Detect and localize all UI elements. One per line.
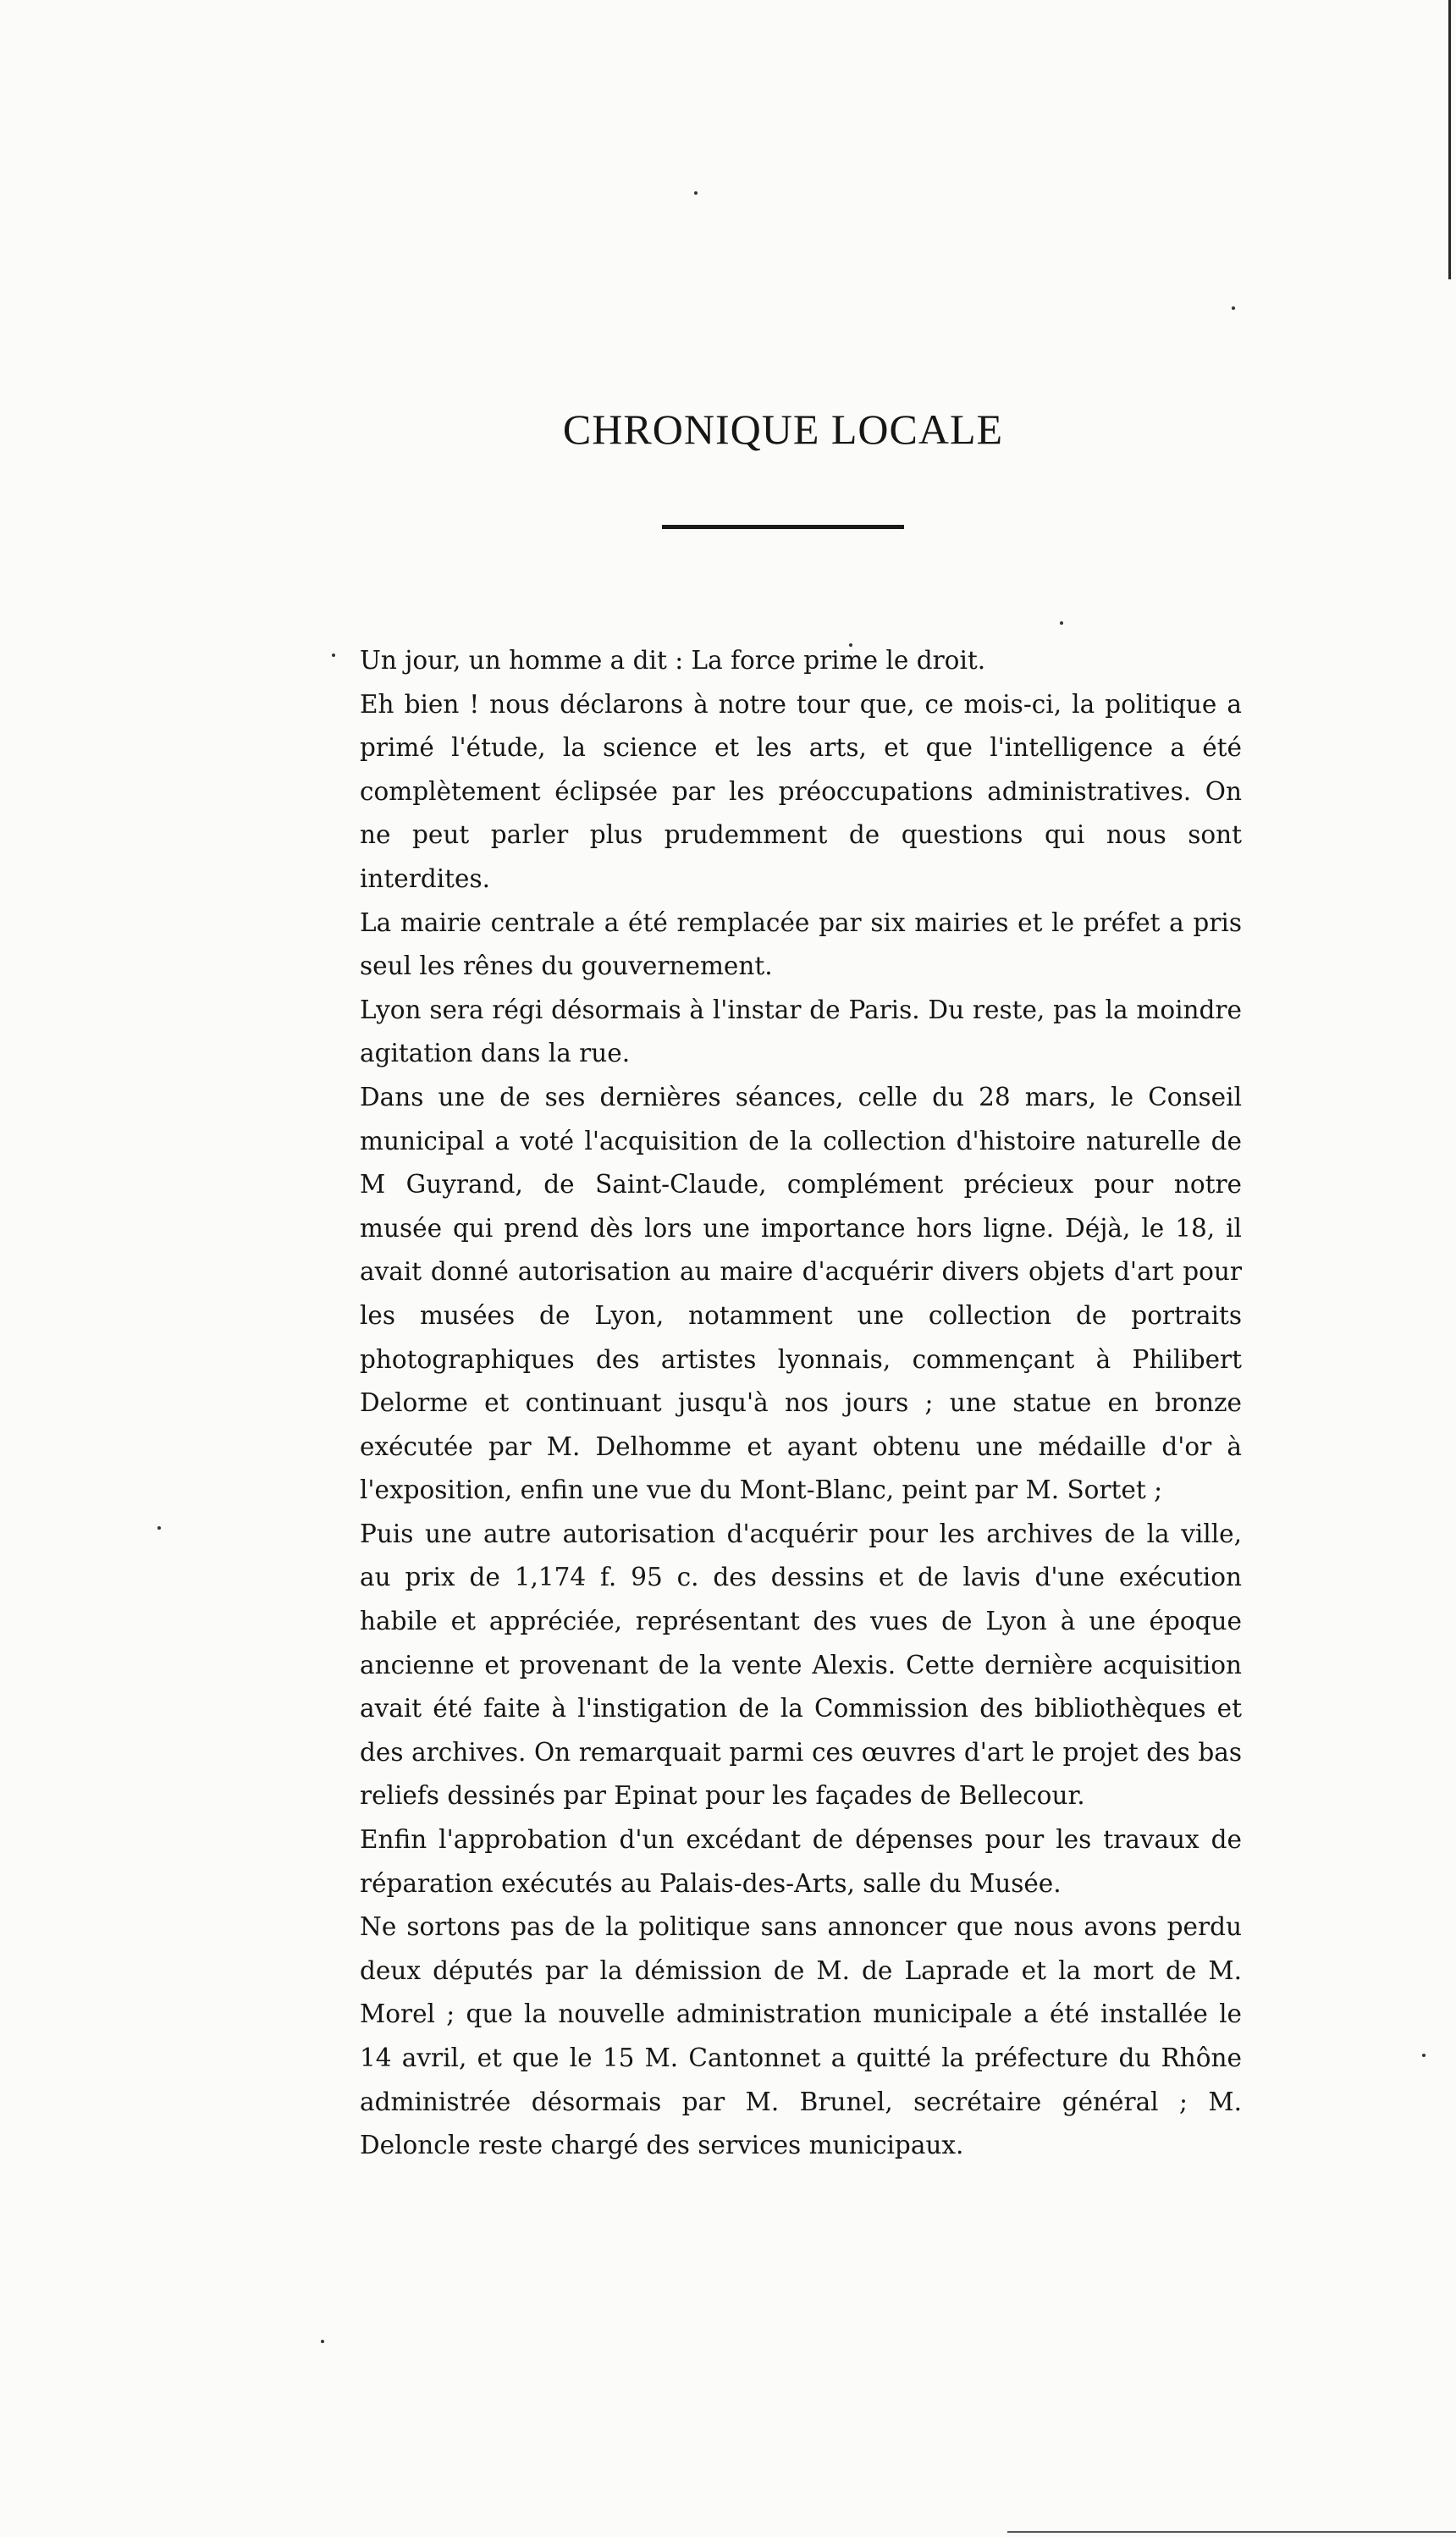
page-edge-line [1448,0,1451,279]
paragraph: La mairie centrale a été remplacée par six mairies et le préfet a pris seul les rênes du gouvernement. [360,907,1242,981]
speck [1422,2054,1426,2057]
paragraph: Lyon sera régi désormais à l'instar de Paris. Du reste, pas la moindre agitation dans la rue. [360,995,1242,1068]
title-rule [662,525,904,529]
paragraph: Dans une de ses dernières séances, celle du 28 mars, le Conseil municipal a voté l'acquisition de la collection d'histoire naturelle de M Guyrand, de Saint-Claude, complément précieux pour notre musée qui prend dès lors une importance hors ligne. Déjà, le 18, il avait donné autorisation au maire d'acquérir divers objets d'art pour les musées de Lyon, notamment une collection de portraits photographiques des artistes lyonnais, commençant à Philibert Delorme et continuant jusqu'à nos jours ; une statue en bronze exécutée par M. Delhomme et ayant obtenu une médaille d'or à l'exposition, enfin une vue du Mont-Blanc, peint par M. Sortet ; [360,1082,1242,1505]
speck [332,654,335,657]
speck [157,1526,161,1530]
paragraph: Eh bien ! nous déclarons à notre tour que, ce mois-ci, la politique a primé l'étude, la science et les arts, et que l'intelligence a été complètement éclipsée par les préoccupations administratives. On ne peut parler plus prudemment de questions qui nous sont interdites. [360,689,1242,893]
speck [694,191,698,195]
paragraph: Ne sortons pas de la politique sans annoncer que nous avons perdu deux députés par la démission de M. de Laprade et la mort de M. Morel ; que la nouvelle administration municipale a été installée le 14 avril, et que le 15 M. Cantonnet a quitté la préfecture du Rhône administrée désormais par M. Brunel, secrétaire général ; M. Deloncle reste chargé des services municipaux. [360,1912,1242,2160]
paragraph: Un jour, un homme a dit : La force prime le droit. [360,646,986,675]
paragraph: Enfin l'approbation d'un excédant de dépenses pour les travaux de réparation exécutés au Palais-des-Arts, salle du Musée. [360,1825,1242,1898]
bottom-edge-line [1007,2531,1456,2533]
speck [1060,621,1063,625]
page-title: CHRONIQUE LOCALE [562,405,1004,453]
speck [321,2340,324,2343]
paragraph: Puis une autre autorisation d'acquérir pour les archives de la ville, au prix de 1,174 f. 95 c. des dessins et de lavis d'une exécution habile et appréciée, représentant des vues de Lyon à une époque ancienne et provenant de la vente Alexis. Cette dernière acquisition avait été faite à l'instigation de la Commission des bibliothèques et des archives. On remarquait parmi ces œuvres d'art le projet des bas reliefs dessinés par Epinat pour les façades de Bellecour. [360,1519,1242,1811]
article-body [360,639,1242,2168]
speck [1232,306,1235,310]
